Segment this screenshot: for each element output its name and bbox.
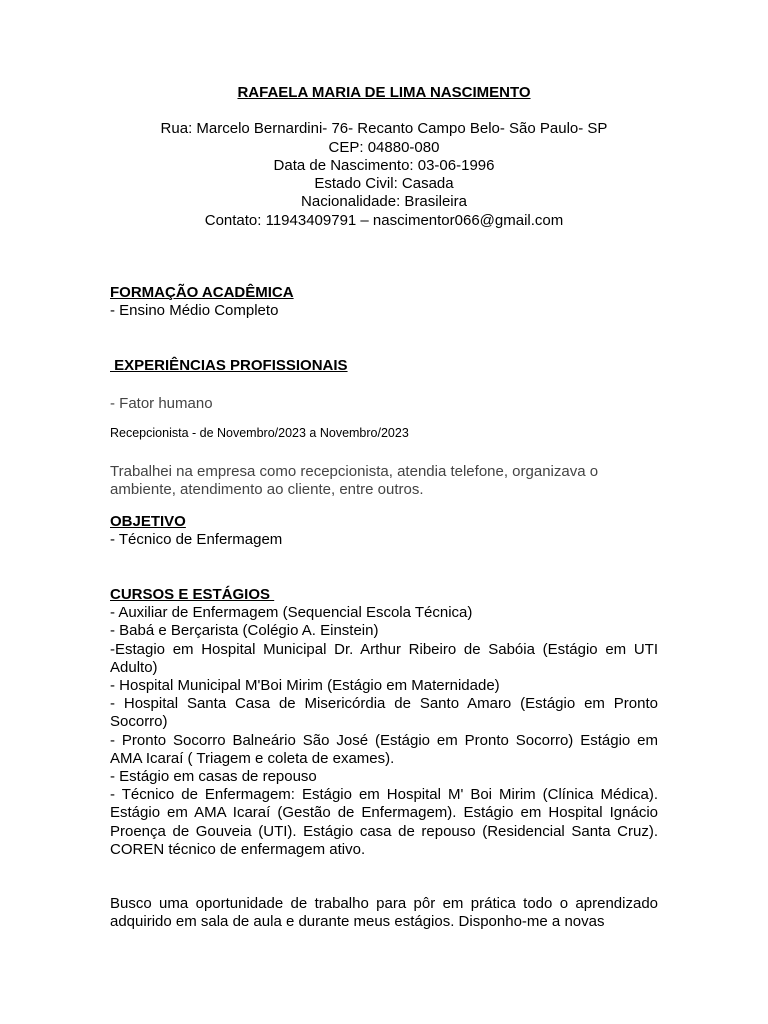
curso-item: - Hospital Santa Casa de Misericórdia de Santo Amaro (Estágio em Pronto Socorro) xyxy=(110,695,658,731)
resume-header xyxy=(0,84,768,230)
civil-status-line: Estado Civil: Casada xyxy=(314,175,454,193)
nationality-line: Nacionalidade: Brasileira xyxy=(301,193,467,211)
curso-item: -Estagio em Hospital Municipal Dr. Arthur Ribeiro de Sabóia (Estágio em UTI Adulto) xyxy=(110,640,658,676)
curso-item: - Hospital Municipal M'Boi Mirim (Estágio em Maternidade) xyxy=(110,677,500,695)
candidate-name: RAFAELA MARIA DE LIMA NASCIMENTO xyxy=(237,84,531,101)
curso-item: - Pronto Socorro Balneário São José (Estágio em Pronto Socorro) Estágio em AMA Icaraí ( Triagem e coleta de exames). xyxy=(110,731,658,767)
closing-paragraph: Busco uma oportunidade de trabalho para pôr em prática todo o aprendizado adquirido em sala de aula e durante meus estágios. Disponho-me a novas xyxy=(110,895,658,931)
section-title-experiencias: EXPERIÊNCIAS PROFISSIONAIS xyxy=(110,357,348,374)
objetivo-item: - Técnico de Enfermagem xyxy=(110,531,283,549)
birth-date-line: Data de Nascimento: 03-06-1996 xyxy=(273,156,495,174)
curso-item: - Técnico de Enfermagem: Estágio em Hospital M' Boi Mirim (Clínica Médica). Estágio em AMA Icaraí (Gestão de Enfermagem). Estágio em Hospital Ignácio Proença de Gouveia (UTI). Estágio casa de repouso (Residencial Santa Cruz). COREN técnico de enfermagem ativo. xyxy=(110,786,658,858)
curso-item: - Estágio em casas de repouso xyxy=(110,768,317,786)
formacao-item: - Ensino Médio Completo xyxy=(110,302,279,320)
curso-item: - Auxiliar de Enfermagem (Sequencial Escola Técnica) xyxy=(110,604,473,622)
section-title-cursos: CURSOS E ESTÁGIOS xyxy=(110,586,275,603)
section-experiencias xyxy=(110,357,658,375)
address-line: Rua: Marcelo Bernardini- 76- Recanto Campo Belo- São Paulo- SP xyxy=(160,120,608,138)
section-formacao xyxy=(110,284,658,320)
experience-role: Recepcionista - de Novembro/2023 a Novembro/2023 xyxy=(110,426,409,440)
experience-company: - Fator humano xyxy=(110,395,213,412)
experience-description: Trabalhei na empresa como recepcionista, atendia telefone, organizava o ambiente, atendimento ao cliente, entre outros. xyxy=(110,463,599,498)
contact-line: Contato: 11943409791 – nascimentor066@gmail.com xyxy=(204,211,564,229)
section-title-objetivo: OBJETIVO xyxy=(110,513,186,530)
section-cursos xyxy=(110,586,658,859)
section-objetivo xyxy=(110,513,658,549)
cep-line: CEP: 04880-080 xyxy=(328,138,440,156)
section-title-formacao: FORMAÇÃO ACADÊMICA xyxy=(110,284,294,301)
curso-item: - Babá e Berçarista (Colégio A. Einstein) xyxy=(110,622,379,640)
